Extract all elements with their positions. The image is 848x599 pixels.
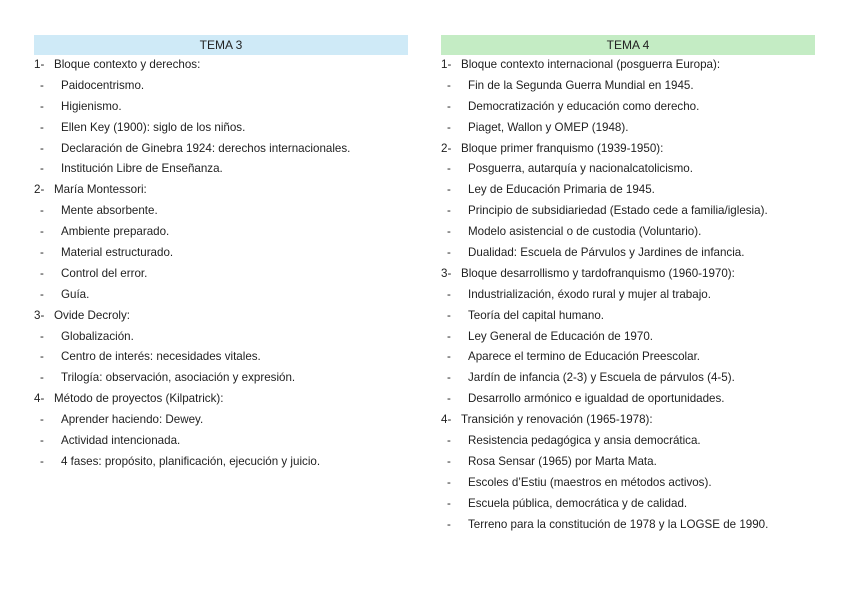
item-text: Industrialización, éxodo rural y mujer al trabajo. (468, 287, 711, 301)
list-item (34, 452, 408, 473)
list-item (441, 97, 815, 118)
item-text: Trilogía: observación, asociación y expresión. (61, 371, 296, 385)
section-heading (34, 389, 408, 410)
item-text: Desarrollo armónico e igualdad de oportunidades. (468, 392, 725, 406)
bullet-dash: - (40, 141, 44, 155)
list-item (34, 327, 408, 348)
item-text: Control del error. (61, 266, 148, 280)
bullet-dash: - (40, 204, 44, 218)
bullet-dash: - (447, 392, 451, 406)
section-number: 2- (441, 141, 452, 155)
list-item (34, 243, 408, 264)
tema-4-column (441, 35, 815, 535)
bullet-dash: - (447, 183, 451, 197)
list-item (441, 285, 815, 306)
item-text: Escuela pública, democrática y de calidad. (468, 496, 688, 510)
bullet-dash: - (40, 329, 44, 343)
list-item (34, 264, 408, 285)
section-number: 4- (34, 392, 45, 406)
bullet-dash: - (40, 350, 44, 364)
list-item (441, 159, 815, 180)
item-text: Aprender haciendo: Dewey. (61, 413, 204, 427)
item-text: Escoles d’Estiu (maestros en métodos activos). (468, 475, 712, 489)
bullet-dash: - (447, 204, 451, 218)
item-text: Jardín de infancia (2-3) y Escuela de párvulos (4-5). (468, 371, 735, 385)
bullet-dash: - (40, 266, 44, 280)
list-item (34, 159, 408, 180)
list-item (441, 515, 815, 536)
bullet-dash: - (40, 454, 44, 468)
section-heading (441, 410, 815, 431)
bullet-dash: - (447, 371, 451, 385)
list-item (441, 201, 815, 222)
item-text: 4 fases: propósito, planificación, ejecución y juicio. (61, 454, 321, 468)
bullet-dash: - (447, 308, 451, 322)
bullet-dash: - (40, 434, 44, 448)
item-text: Mente absorbente. (61, 204, 158, 218)
list-item (441, 180, 815, 201)
item-text: Ambiente preparado. (61, 225, 170, 239)
item-text: Piaget, Wallon y OMEP (1948). (468, 120, 629, 134)
section-heading (34, 180, 408, 201)
bullet-dash: - (40, 413, 44, 427)
section-heading (441, 55, 815, 76)
item-text: Rosa Sensar (1965) por Marta Mata. (468, 454, 657, 468)
bullet-dash: - (40, 225, 44, 239)
bullet-dash: - (447, 78, 451, 92)
bullet-dash: - (447, 162, 451, 176)
list-item (441, 494, 815, 515)
item-text: Posguerra, autarquía y nacionalcatolicismo. (468, 162, 693, 176)
item-text: Higienismo. (61, 99, 122, 113)
list-item (441, 473, 815, 494)
item-text: Principio de subsidiariedad (Estado cede a familia/iglesia). (468, 204, 768, 218)
list-item (441, 452, 815, 473)
item-text: Dualidad: Escuela de Párvulos y Jardines de infancia. (468, 246, 745, 260)
bullet-dash: - (447, 434, 451, 448)
item-text: Paidocentrismo. (61, 78, 145, 92)
bullet-dash: - (40, 78, 44, 92)
bullet-dash: - (40, 99, 44, 113)
list-item (34, 76, 408, 97)
item-text: Declaración de Ginebra 1924: derechos internacionales. (61, 141, 351, 155)
section-title: Ovide Decroly: (54, 308, 131, 322)
section-number: 3- (34, 308, 45, 322)
section-heading (441, 264, 815, 285)
list-item (34, 222, 408, 243)
item-text: Fin de la Segunda Guerra Mundial en 1945. (468, 78, 694, 92)
item-text: Modelo asistencial o de custodia (Voluntario). (468, 225, 702, 239)
item-text: Institución Libre de Enseñanza. (61, 162, 223, 176)
list-item (34, 431, 408, 452)
list-item (441, 327, 815, 348)
section-title: Bloque primer franquismo (1939-1950): (461, 141, 664, 155)
tema-4-header: TEMA 4 (441, 35, 815, 55)
bullet-dash: - (447, 246, 451, 260)
bullet-dash: - (447, 475, 451, 489)
item-text: Centro de interés: necesidades vitales. (61, 350, 261, 364)
item-text: Aparece el termino de Educación Preescolar. (468, 350, 701, 364)
list-item (441, 243, 815, 264)
list-item (441, 347, 815, 368)
section-number: 2- (34, 183, 45, 197)
section-title: María Montessori: (54, 183, 147, 197)
list-item (34, 139, 408, 160)
list-item (441, 431, 815, 452)
item-text: Actividad intencionada. (61, 434, 181, 448)
item-text: Material estructurado. (61, 246, 174, 260)
list-item (34, 97, 408, 118)
section-title: Bloque contexto y derechos: (54, 58, 201, 71)
bullet-dash: - (40, 246, 44, 260)
list-item (34, 201, 408, 222)
item-text: Terreno para la constitución de 1978 y la LOGSE de 1990. (468, 517, 769, 531)
tema-3-header: TEMA 3 (34, 35, 408, 55)
list-item (441, 222, 815, 243)
section-heading (441, 139, 815, 160)
bullet-dash: - (40, 162, 44, 176)
bullet-dash: - (447, 120, 451, 134)
section-heading (34, 306, 408, 327)
bullet-dash: - (447, 287, 451, 301)
tema-4-list (441, 55, 815, 535)
bullet-dash: - (447, 454, 451, 468)
item-text: Resistencia pedagógica y ansia democrática. (468, 434, 701, 448)
section-heading (34, 55, 408, 76)
list-item (34, 410, 408, 431)
bullet-dash: - (447, 225, 451, 239)
item-text: Ley General de Educación de 1970. (468, 329, 653, 343)
list-item (34, 368, 408, 389)
list-item (34, 118, 408, 139)
section-title: Transición y renovación (1965-1978): (461, 413, 653, 427)
item-text: Ley de Educación Primaria de 1945. (468, 183, 655, 197)
section-number: 1- (441, 58, 452, 71)
item-text: Ellen Key (1900): siglo de los niños. (61, 120, 246, 134)
list-item (441, 118, 815, 139)
bullet-dash: - (447, 496, 451, 510)
bullet-dash: - (447, 350, 451, 364)
bullet-dash: - (40, 120, 44, 134)
list-item (34, 285, 408, 306)
section-title: Bloque contexto internacional (posguerra Europa): (461, 58, 721, 71)
tema-3-list (34, 55, 408, 473)
list-item (34, 347, 408, 368)
section-title: Bloque desarrollismo y tardofranquismo (1960-1970): (461, 266, 735, 280)
bullet-dash: - (447, 99, 451, 113)
section-number: 1- (34, 58, 45, 71)
item-text: Democratización y educación como derecho. (468, 99, 700, 113)
section-number: 3- (441, 266, 452, 280)
list-item (441, 389, 815, 410)
section-title: Método de proyectos (Kilpatrick): (54, 392, 224, 406)
bullet-dash: - (40, 287, 44, 301)
tema-3-column (34, 35, 408, 473)
bullet-dash: - (447, 517, 451, 531)
item-text: Teoría del capital humano. (468, 308, 604, 322)
bullet-dash: - (447, 329, 451, 343)
section-number: 4- (441, 413, 452, 427)
bullet-dash: - (40, 371, 44, 385)
list-item (441, 76, 815, 97)
item-text: Globalización. (61, 329, 134, 343)
item-text: Guía. (61, 287, 90, 301)
list-item (441, 306, 815, 327)
list-item (441, 368, 815, 389)
